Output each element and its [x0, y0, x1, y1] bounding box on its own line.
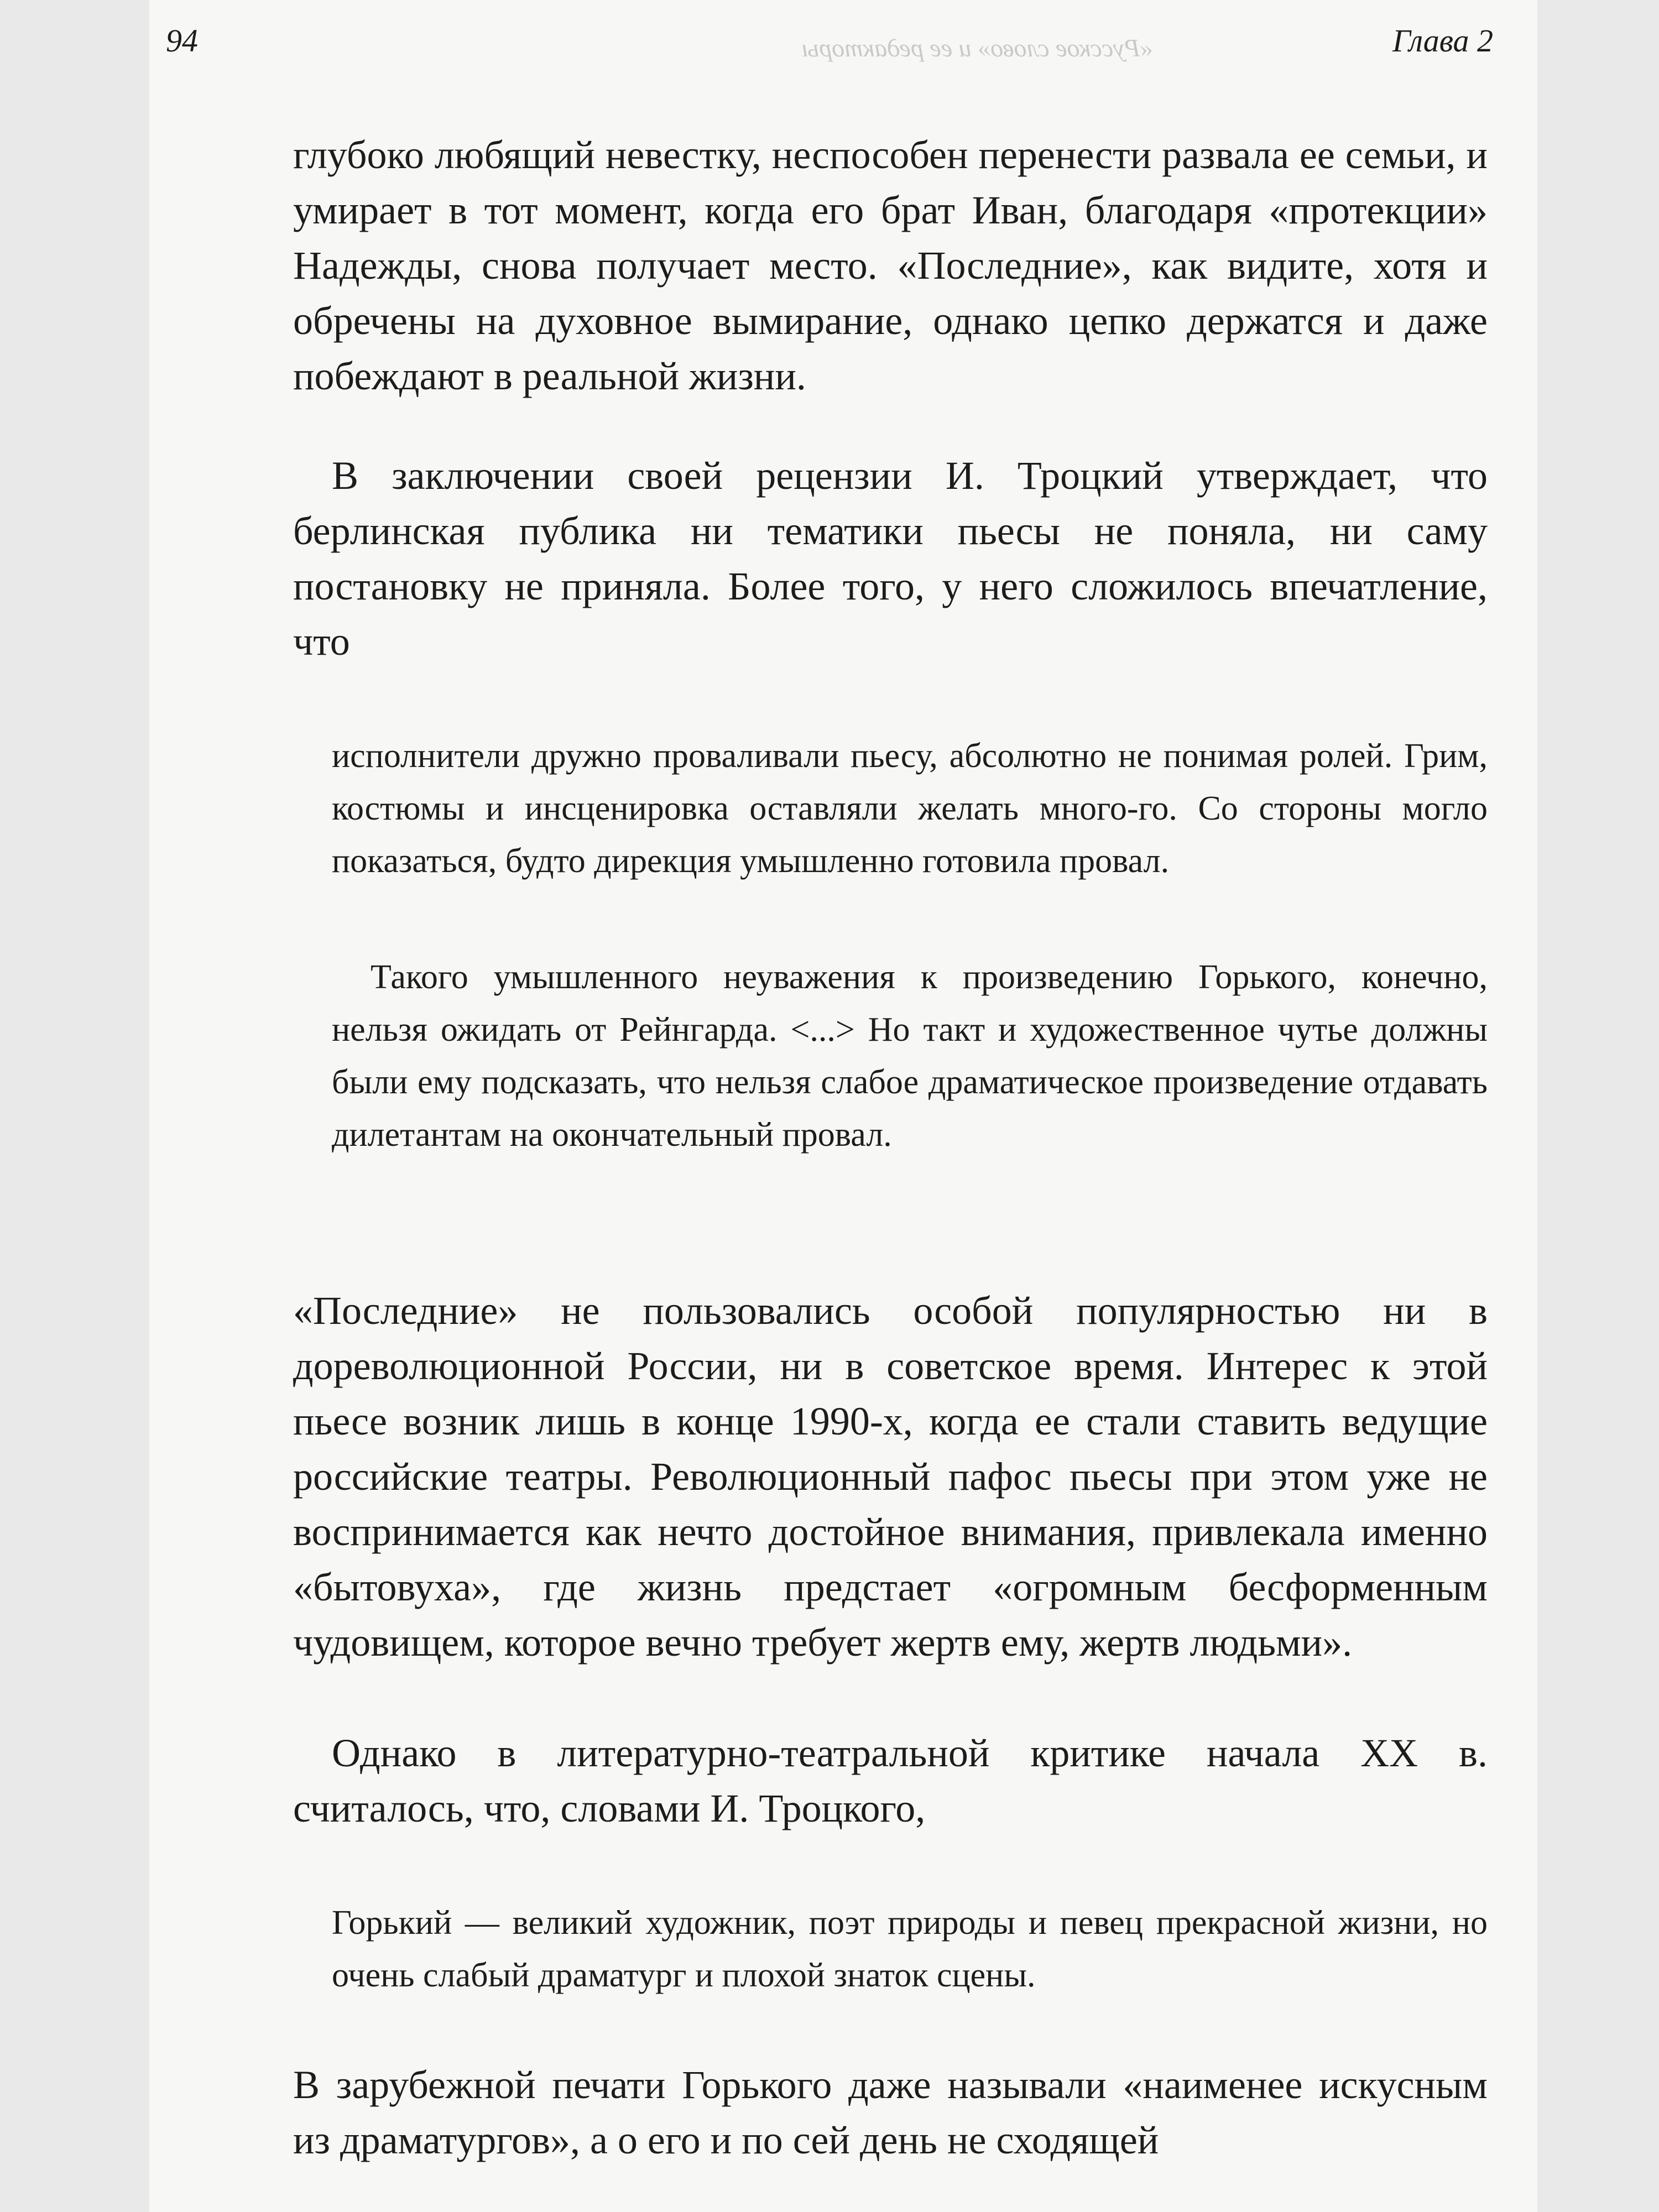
block-quote — [332, 951, 1488, 1161]
quote-text: Такого умышленного неуважения к произведению Горького, конечно, нельзя ожидать от Рейнгарда. <...> Но такт и художественное чутье должны были ему подсказать, что нельзя слабое драматическое произведение отдавать дилетантам на окончательный провал. — [332, 958, 1488, 1154]
page-header — [166, 17, 1493, 66]
page-number: 94 — [166, 23, 198, 59]
block-quote — [332, 730, 1488, 888]
paragraph-text: Однако в литературно-театральной критике начала XX в. считалось, что, словами И. Троцкого, — [293, 1731, 1488, 1830]
bleed-through-running-title: «Русское слово» и ее редакторы — [802, 34, 1153, 62]
paragraph — [293, 448, 1488, 669]
chapter-label: Глава 2 — [1392, 23, 1493, 59]
paragraph-text: В заключении своей рецензии И. Троцкий утверждает, что берлинская публика ни тематики пьесы не поняла, ни саму постановку не приняла. Более того, у него сложилось впечатление, что — [293, 453, 1488, 664]
quote-text: Горький — великий художник, поэт природы и певец прекрасной жизни, но очень слабый драматург и плохой знаток сцены. — [332, 1904, 1488, 1994]
paragraph-text: глубоко любящий невестку, неспособен перенести развала ее семьи, и умирает в тот момент, когда его брат Иван, благодаря «протекции» Надежды, снова получает место. «Последние», как видите, хотя и обречены на духовное вымирание, однако цепко держатся и даже побеждают в реальной жизни. — [293, 133, 1488, 398]
paragraph-text: «Последние» не пользовались особой популярностью ни в дореволюционной России, ни в советское время. Интерес к этой пьесе возник лишь в конце 1990-х, когда ее стали ставить ведущие российские театры. Революционный пафос пьесы при этом уже не воспринимается как нечто достойное внимания, привлекала именно «бытовуха», где жизнь предстает «огромным бесформенным чудовищем, которое вечно требует жертв ему, жертв людьми». — [293, 1288, 1488, 1665]
quote-text: исполнители дружно проваливали пьесу, абсолютно не понимая ролей. Грим, костюмы и инсценировка оставляли желать много-го. Со стороны могло показаться, будто дирекция умышленно готовила провал. — [332, 737, 1488, 880]
paragraph — [293, 1283, 1488, 1670]
paragraph — [293, 127, 1488, 404]
paragraph-text: В зарубежной печати Горького даже называли «наименее искусным из драматургов», а о его и по сей день не сходящей — [293, 2063, 1488, 2162]
paragraph — [293, 2057, 1488, 2168]
paragraph — [293, 1725, 1488, 1836]
block-quote — [332, 1897, 1488, 2002]
